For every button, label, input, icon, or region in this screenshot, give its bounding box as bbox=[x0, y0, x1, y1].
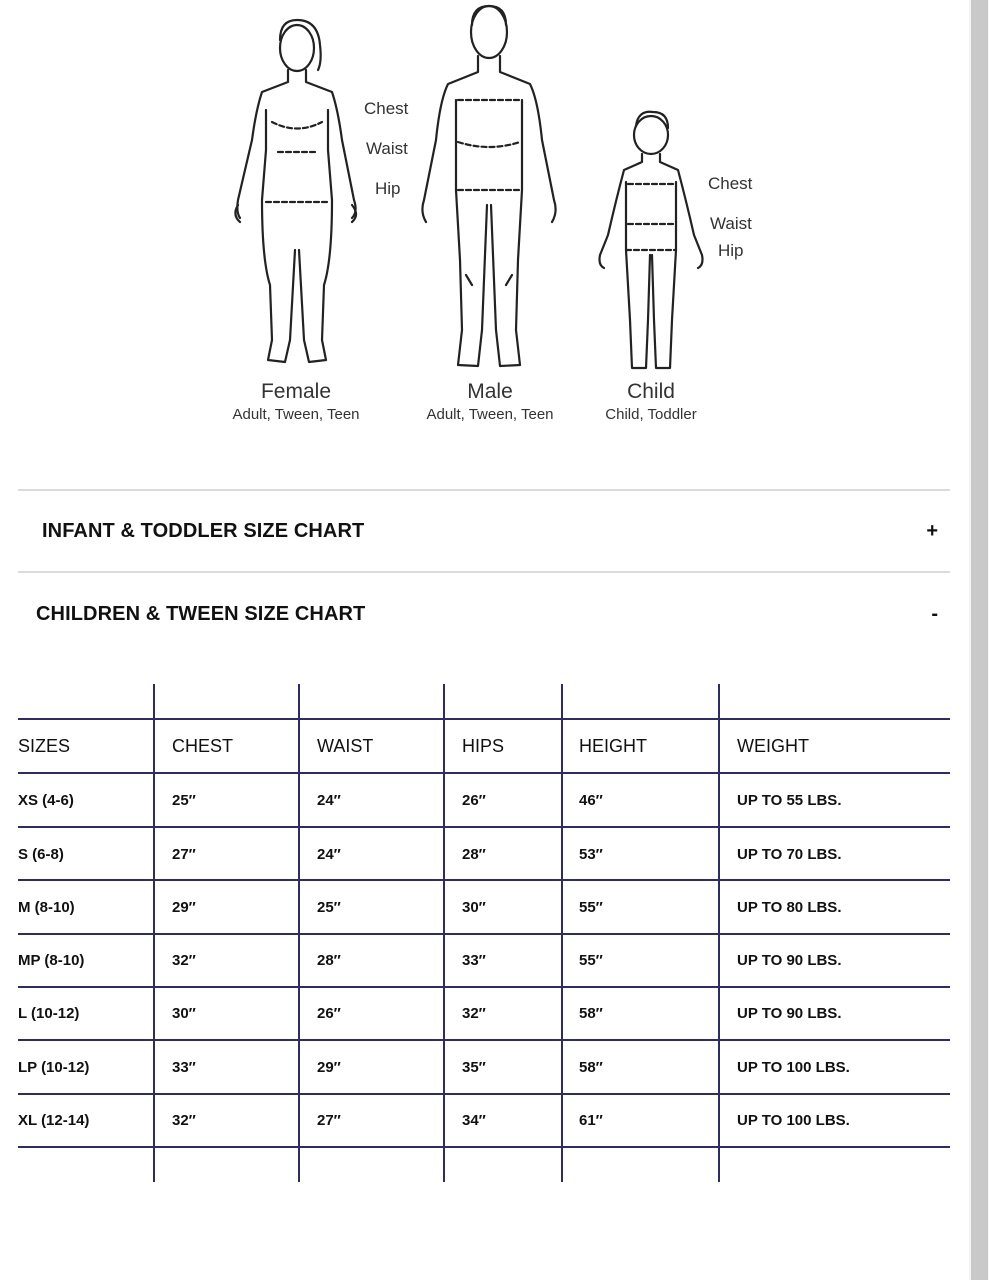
table-rule bbox=[18, 1093, 950, 1095]
cell-chest: 32″ bbox=[172, 1112, 196, 1129]
female-figure-subtitle: Adult, Tween, Teen bbox=[232, 406, 360, 423]
collapse-icon[interactable]: - bbox=[931, 602, 938, 625]
cell-weight: UP TO 90 LBS. bbox=[737, 1005, 842, 1022]
header-weight: WEIGHT bbox=[737, 736, 809, 756]
accordion-title: INFANT & TODDLER SIZE CHART bbox=[42, 519, 365, 542]
header-chest: CHEST bbox=[172, 736, 234, 756]
cell-hips: 34″ bbox=[462, 1112, 486, 1129]
male-figure-subtitle: Adult, Tween, Teen bbox=[426, 406, 554, 423]
cell-hips: 28″ bbox=[462, 846, 486, 863]
cell-size: M (8-10) bbox=[18, 899, 75, 916]
male-figure-icon bbox=[422, 6, 555, 366]
header-sizes: SIZES bbox=[18, 736, 71, 756]
cell-hips: 35″ bbox=[462, 1059, 486, 1076]
cell-hips: 33″ bbox=[462, 952, 486, 969]
cell-height: 58″ bbox=[579, 1005, 603, 1022]
female-figure-icon bbox=[235, 20, 356, 362]
female-hip-label: Hip bbox=[375, 179, 401, 198]
cell-height: 53″ bbox=[579, 846, 603, 863]
cell-waist: 28″ bbox=[317, 952, 341, 969]
child-figure-name: Child bbox=[627, 380, 675, 403]
table-rule bbox=[18, 933, 950, 935]
cell-waist: 24″ bbox=[317, 792, 341, 809]
cell-size: LP (10-12) bbox=[18, 1059, 90, 1076]
table-rule bbox=[18, 1039, 950, 1041]
cell-chest: 30″ bbox=[172, 1005, 196, 1022]
cell-hips: 32″ bbox=[462, 1005, 486, 1022]
cell-size: L (10-12) bbox=[18, 1005, 80, 1022]
table-column-rule bbox=[443, 684, 445, 1182]
cell-chest: 27″ bbox=[172, 846, 196, 863]
cell-size: XL (12-14) bbox=[18, 1112, 90, 1129]
table-rule bbox=[18, 826, 950, 828]
female-chest-label: Chest bbox=[364, 99, 409, 118]
header-height: HEIGHT bbox=[579, 736, 648, 756]
scrollbar-thumb[interactable] bbox=[971, 0, 988, 1280]
cell-weight: UP TO 80 LBS. bbox=[737, 899, 842, 916]
child-hip-label: Hip bbox=[718, 241, 744, 260]
divider bbox=[18, 571, 950, 573]
cell-size: S (6-8) bbox=[18, 846, 64, 863]
cell-waist: 29″ bbox=[317, 1059, 341, 1076]
child-chest-label: Chest bbox=[708, 174, 753, 193]
header-hips: HIPS bbox=[462, 736, 505, 756]
cell-height: 58″ bbox=[579, 1059, 603, 1076]
cell-size: MP (8-10) bbox=[18, 952, 85, 969]
cell-weight: UP TO 70 LBS. bbox=[737, 846, 842, 863]
table-column-rule bbox=[561, 684, 563, 1182]
cell-height: 55″ bbox=[579, 952, 603, 969]
cell-height: 55″ bbox=[579, 899, 603, 916]
male-figure-name: Male bbox=[467, 380, 513, 403]
cell-chest: 33″ bbox=[172, 1059, 196, 1076]
table-rule bbox=[18, 879, 950, 881]
cell-hips: 30″ bbox=[462, 899, 486, 916]
cell-height: 61″ bbox=[579, 1112, 603, 1129]
child-figure-icon bbox=[600, 112, 703, 368]
female-figure-name: Female bbox=[260, 380, 332, 403]
cell-height: 46″ bbox=[579, 792, 603, 809]
table-column-rule bbox=[153, 684, 155, 1182]
cell-size: XS (4-6) bbox=[18, 792, 74, 809]
figures-svg bbox=[0, 0, 969, 440]
divider bbox=[18, 489, 950, 491]
table-rule bbox=[18, 772, 950, 774]
table-column-rule bbox=[718, 684, 720, 1182]
table-rule bbox=[18, 986, 950, 988]
cell-waist: 24″ bbox=[317, 846, 341, 863]
accordion-title: CHILDREN & TWEEN SIZE CHART bbox=[36, 602, 366, 625]
cell-hips: 26″ bbox=[462, 792, 486, 809]
table-column-rule bbox=[298, 684, 300, 1182]
cell-weight: UP TO 100 LBS. bbox=[737, 1112, 850, 1129]
table-rule bbox=[18, 718, 950, 720]
cell-waist: 26″ bbox=[317, 1005, 341, 1022]
female-waist-label: Waist bbox=[366, 139, 408, 158]
cell-waist: 25″ bbox=[317, 899, 341, 916]
header-waist: WAIST bbox=[317, 736, 374, 756]
body-measurement-illustration bbox=[0, 0, 969, 440]
child-figure-subtitle: Child, Toddler bbox=[605, 406, 697, 423]
cell-waist: 27″ bbox=[317, 1112, 341, 1129]
cell-weight: UP TO 90 LBS. bbox=[737, 952, 842, 969]
child-waist-label: Waist bbox=[710, 214, 752, 233]
cell-weight: UP TO 100 LBS. bbox=[737, 1059, 850, 1076]
cell-chest: 29″ bbox=[172, 899, 196, 916]
cell-chest: 25″ bbox=[172, 792, 196, 809]
expand-icon[interactable]: + bbox=[926, 519, 938, 542]
accordion-children-tween[interactable] bbox=[18, 584, 950, 644]
children-tween-size-table bbox=[18, 684, 950, 1184]
accordion-infant-toddler[interactable] bbox=[18, 501, 950, 561]
cell-weight: UP TO 55 LBS. bbox=[737, 792, 842, 809]
table-rule bbox=[18, 1146, 950, 1148]
cell-chest: 32″ bbox=[172, 952, 196, 969]
